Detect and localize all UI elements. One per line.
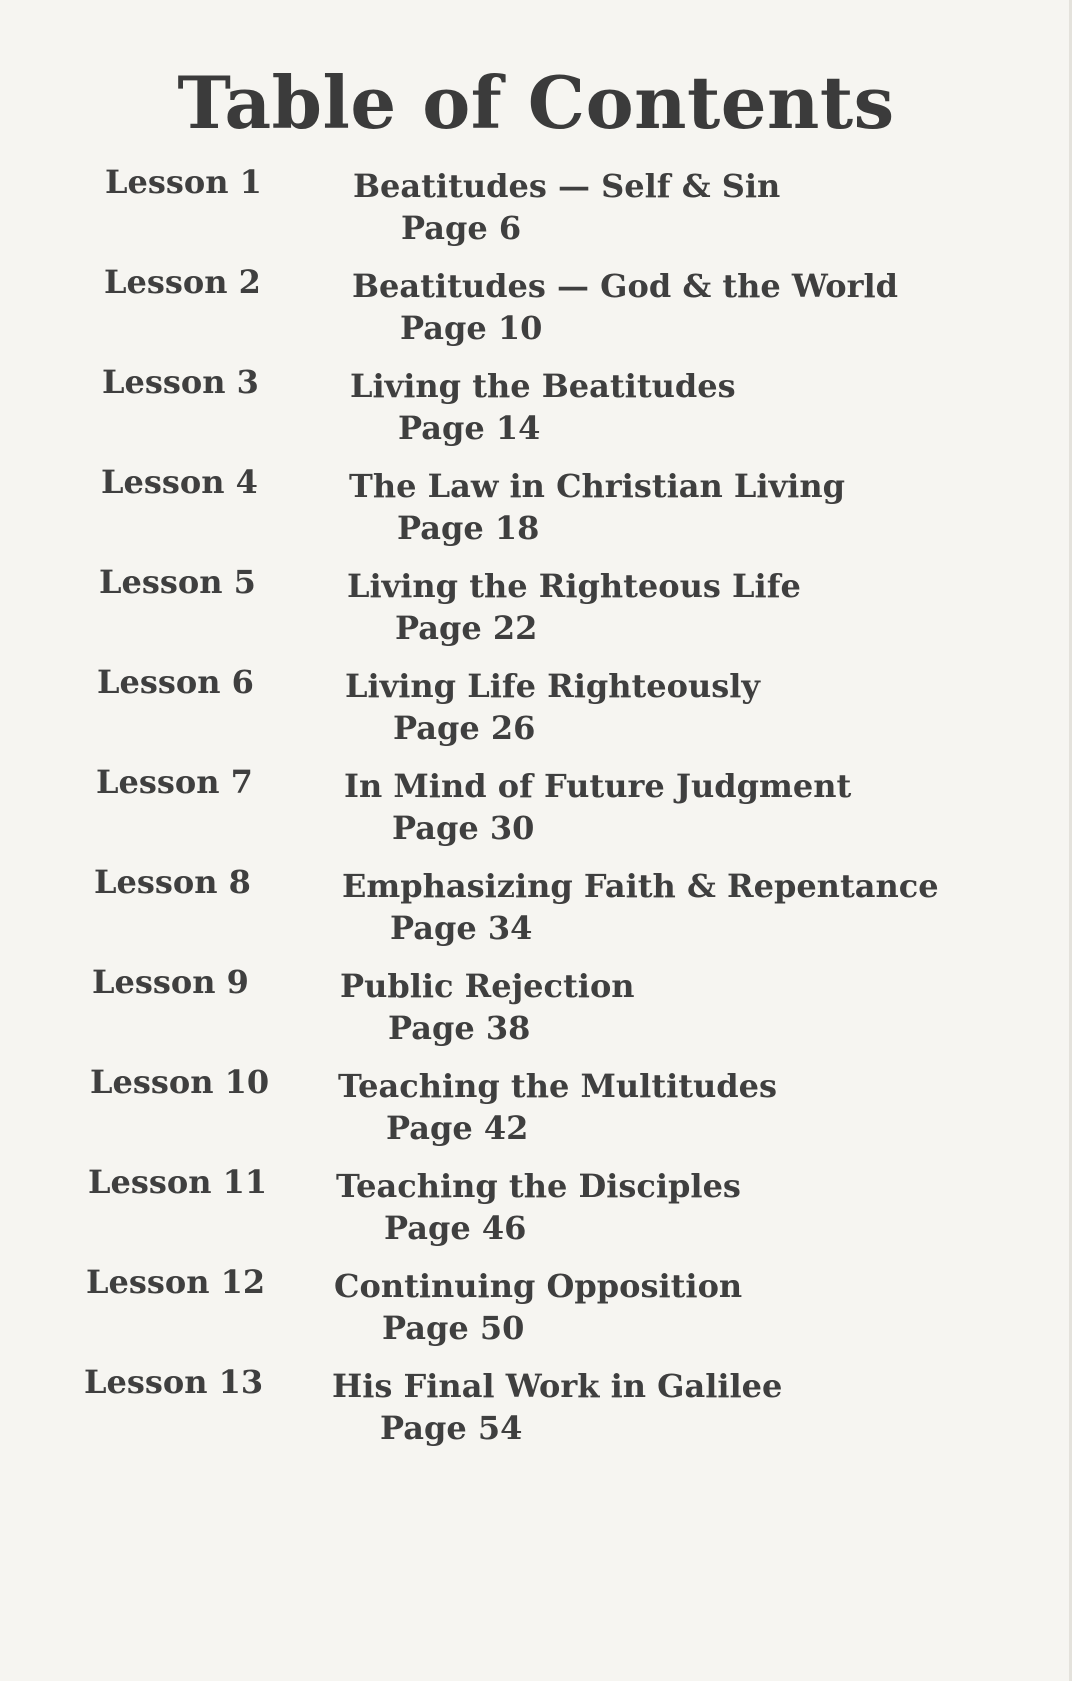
lesson-title: Beatitudes — Self & Sin xyxy=(353,167,781,205)
lesson-number: Lesson 3 xyxy=(102,363,259,401)
lesson-number: Lesson 4 xyxy=(101,463,258,501)
lesson-page: Page 26 xyxy=(393,709,536,747)
lesson-title: Teaching the Multitudes xyxy=(338,1067,778,1105)
lesson-page: Page 30 xyxy=(392,809,535,847)
lesson-title: His Final Work in Galilee xyxy=(332,1367,783,1405)
lesson-title: Continuing Opposition xyxy=(334,1267,743,1305)
lesson-page: Page 50 xyxy=(382,1309,525,1347)
lesson-page: Page 46 xyxy=(384,1209,527,1247)
lesson-number: Lesson 2 xyxy=(104,263,261,301)
lesson-page: Page 14 xyxy=(398,409,541,447)
lesson-title: Emphasizing Faith & Repentance xyxy=(342,867,939,905)
lesson-title: Teaching the Disciples xyxy=(336,1167,741,1205)
lesson-number: Lesson 13 xyxy=(84,1363,264,1401)
page-title: Table of Contents xyxy=(177,60,895,145)
lesson-page: Page 34 xyxy=(390,909,533,947)
lesson-title: The Law in Christian Living xyxy=(349,467,845,505)
lesson-title: Living the Righteous Life xyxy=(347,567,801,605)
lesson-number: Lesson 10 xyxy=(90,1063,270,1101)
lesson-page: Page 42 xyxy=(386,1109,529,1147)
lesson-number: Lesson 7 xyxy=(96,763,253,801)
lesson-title: In Mind of Future Judgment xyxy=(344,767,852,805)
lesson-number: Lesson 1 xyxy=(105,163,262,201)
lesson-title: Beatitudes — God & the World xyxy=(352,267,898,305)
lesson-number: Lesson 6 xyxy=(97,663,254,701)
lesson-page: Page 10 xyxy=(400,309,543,347)
lesson-page: Page 38 xyxy=(388,1009,531,1047)
lesson-page: Page 22 xyxy=(395,609,538,647)
lesson-page: Page 18 xyxy=(397,509,540,547)
lesson-number: Lesson 9 xyxy=(92,963,249,1001)
lesson-title: Living the Beatitudes xyxy=(350,367,736,405)
lesson-number: Lesson 11 xyxy=(88,1163,268,1201)
lesson-number: Lesson 5 xyxy=(99,563,256,601)
lesson-number: Lesson 12 xyxy=(86,1263,266,1301)
lesson-title: Public Rejection xyxy=(340,967,635,1005)
lesson-page: Page 6 xyxy=(401,209,522,247)
lesson-page: Page 54 xyxy=(380,1409,523,1447)
lesson-title: Living Life Righteously xyxy=(345,667,761,705)
lesson-number: Lesson 8 xyxy=(94,863,251,901)
